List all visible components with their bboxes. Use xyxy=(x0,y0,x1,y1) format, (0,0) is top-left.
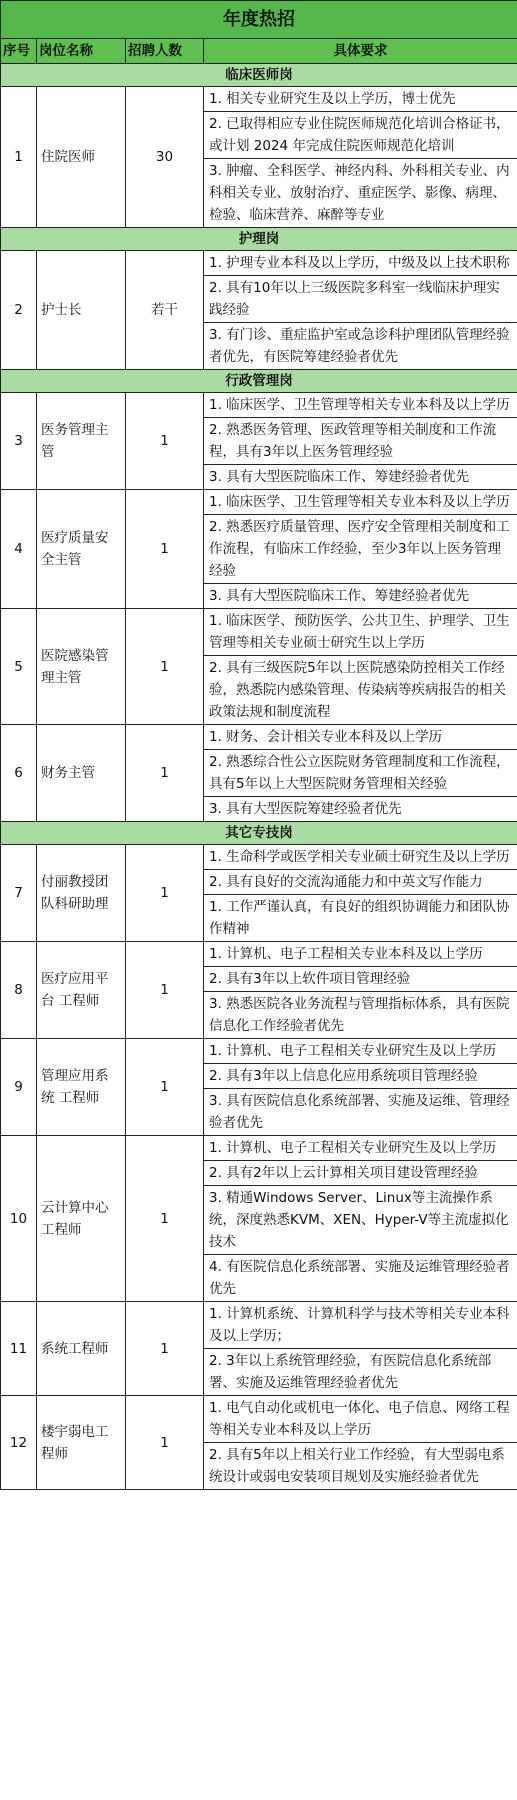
job-title: 财务主管 xyxy=(37,725,126,822)
header-name: 岗位名称 xyxy=(37,39,126,64)
job-number: 2 xyxy=(1,251,37,370)
requirement-item: 1. 计算机、电子工程相关专业研究生及以上学历 xyxy=(204,1039,517,1064)
table-row xyxy=(1,251,517,276)
table-row xyxy=(1,393,517,418)
requirement-item: 2. 具有三级医院5年以上医院感染防控相关工作经验，熟悉院内感染管理、传染病等疾病报告的相关政策法规和制度流程 xyxy=(204,656,517,725)
requirement-item: 1. 临床医学、卫生管理等相关专业本科及以上学历 xyxy=(204,490,517,515)
requirement-item: 1. 工作严谨认真，有良好的组织协调能力和团队协作精神 xyxy=(204,895,517,942)
table-row xyxy=(1,87,517,112)
category-row xyxy=(1,822,517,845)
header-count: 招聘人数 xyxy=(126,39,204,64)
table-title: 年度热招 xyxy=(1,1,517,39)
job-count: 1 xyxy=(126,942,204,1039)
requirement-item: 2. 熟悉综合性公立医院财务管理制度和工作流程，具有5年以上大型医院财务管理相关经验 xyxy=(204,750,517,797)
requirement-item: 1. 相关专业研究生及以上学历，博士优先 xyxy=(204,87,517,112)
table-row xyxy=(1,1302,517,1349)
requirement-item: 3. 精通Windows Server、Linux等主流操作系统，深度熟悉KVM、XEN、Hyper-V等主流虚拟化技术 xyxy=(204,1186,517,1255)
job-number: 11 xyxy=(1,1302,37,1396)
requirement-item: 4. 有医院信息化系统部署、实施及运维管理经验者优先 xyxy=(204,1255,517,1302)
requirement-item: 3. 具有大型医院筹建经验者优先 xyxy=(204,797,517,822)
requirement-item: 2. 熟悉医疗质量管理、医疗安全管理相关制度和工作流程，有临床工作经验，至少3年以上医务管理经验 xyxy=(204,515,517,584)
table-row xyxy=(1,725,517,750)
job-count: 1 xyxy=(126,1302,204,1396)
job-number: 5 xyxy=(1,609,37,725)
requirement-item: 2. 具有良好的交流沟通能力和中英文写作能力 xyxy=(204,870,517,895)
job-title: 医疗质量安全主管 xyxy=(37,490,126,609)
job-title: 住院医师 xyxy=(37,87,126,228)
requirement-item: 2. 具有3年以上信息化应用系统项目管理经验 xyxy=(204,1064,517,1089)
job-count: 30 xyxy=(126,87,204,228)
job-title: 云计算中心工程师 xyxy=(37,1136,126,1302)
job-number: 7 xyxy=(1,845,37,942)
job-number: 6 xyxy=(1,725,37,822)
category-label: 临床医师岗 xyxy=(1,64,517,87)
job-number: 1 xyxy=(1,87,37,228)
requirement-item: 2. 3年以上系统管理经验，有医院信息化系统部署、实施及运维管理经验者优先 xyxy=(204,1349,517,1396)
job-count: 1 xyxy=(126,393,204,490)
job-title: 系统工程师 xyxy=(37,1302,126,1396)
requirement-item: 1. 计算机、电子工程相关专业研究生及以上学历 xyxy=(204,1136,517,1161)
category-row xyxy=(1,64,517,87)
job-count: 1 xyxy=(126,490,204,609)
table-row xyxy=(1,1039,517,1064)
job-number: 12 xyxy=(1,1396,37,1490)
requirement-item: 3. 具有大型医院临床工作、筹建经验者优先 xyxy=(204,465,517,490)
job-count: 1 xyxy=(126,1039,204,1136)
requirement-item: 2. 熟悉医务管理、医政管理等相关制度和工作流程，具有3年以上医务管理经验 xyxy=(204,418,517,465)
requirement-item: 2. 已取得相应专业住院医师规范化培训合格证书，或计划 2024 年完成住院医师规范化培训 xyxy=(204,112,517,159)
job-title: 付丽教授团队科研助理 xyxy=(37,845,126,942)
requirement-item: 3. 肿瘤、全科医学、神经内科、外科相关专业、内科相关专业、放射治疗、重症医学、影像、病理、检验、临床营养、麻醉等专业 xyxy=(204,159,517,228)
table-row xyxy=(1,845,517,870)
table-row xyxy=(1,942,517,967)
job-title: 医院感染管理主管 xyxy=(37,609,126,725)
requirement-item: 1. 计算机系统、计算机科学与技术等相关专业本科及以上学历； xyxy=(204,1302,517,1349)
job-number: 3 xyxy=(1,393,37,490)
category-label: 行政管理岗 xyxy=(1,370,517,393)
requirement-item: 1. 护理专业本科及以上学历，中级及以上技术职称 xyxy=(204,251,517,276)
requirement-item: 1. 临床医学、预防医学、公共卫生、护理学、卫生管理等相关专业硕士研究生以上学历 xyxy=(204,609,517,656)
job-title: 护士长 xyxy=(37,251,126,370)
header-no: 序号 xyxy=(1,39,37,64)
requirement-item: 3. 熟悉医院各业务流程与管理指标体系，具有医院信息化工作经验者优先 xyxy=(204,992,517,1039)
requirement-item: 3. 具有医院信息化系统部署、实施及运维、管理经验者优先 xyxy=(204,1089,517,1136)
requirement-item: 2. 具有2年以上云计算相关项目建设管理经验 xyxy=(204,1161,517,1186)
requirement-item: 1. 生命科学或医学相关专业硕士研究生及以上学历 xyxy=(204,845,517,870)
category-row xyxy=(1,370,517,393)
requirement-item: 1. 临床医学、卫生管理等相关专业本科及以上学历 xyxy=(204,393,517,418)
requirement-item: 1. 财务、会计相关专业本科及以上学历 xyxy=(204,725,517,750)
job-title: 医务管理主管 xyxy=(37,393,126,490)
requirement-item: 2. 具有3年以上软件项目管理经验 xyxy=(204,967,517,992)
job-count: 1 xyxy=(126,609,204,725)
job-number: 8 xyxy=(1,942,37,1039)
job-number: 9 xyxy=(1,1039,37,1136)
table-row xyxy=(1,609,517,656)
category-label: 其它专技岗 xyxy=(1,822,517,845)
table-row xyxy=(1,1396,517,1443)
job-count: 1 xyxy=(126,725,204,822)
table-row xyxy=(1,490,517,515)
header-req: 具体要求 xyxy=(204,39,517,64)
job-title: 医疗应用平台 工程师 xyxy=(37,942,126,1039)
job-count: 1 xyxy=(126,1396,204,1490)
requirement-item: 3. 具有大型医院临床工作、筹建经验者优先 xyxy=(204,584,517,609)
category-label: 护理岗 xyxy=(1,228,517,251)
requirement-item: 2. 具有5年以上相关行业工作经验，有大型弱电系统设计或弱电安装项目规划及实施经验者优先 xyxy=(204,1443,517,1490)
requirement-item: 3. 有门诊、重症监护室或急诊科护理团队管理经验者优先，有医院筹建经验者优先 xyxy=(204,323,517,370)
requirement-item: 1. 计算机、电子工程相关专业本科及以上学历 xyxy=(204,942,517,967)
table-row xyxy=(1,1136,517,1161)
job-count: 1 xyxy=(126,845,204,942)
job-title: 楼宇弱电工程师 xyxy=(37,1396,126,1490)
requirement-item: 1. 电气自动化或机电一体化、电子信息、网络工程等相关专业本科及以上学历 xyxy=(204,1396,517,1443)
job-title: 管理应用系统 工程师 xyxy=(37,1039,126,1136)
category-row xyxy=(1,228,517,251)
job-count: 若干 xyxy=(126,251,204,370)
job-count: 1 xyxy=(126,1136,204,1302)
job-number: 4 xyxy=(1,490,37,609)
table-body xyxy=(1,64,517,1490)
requirement-item: 2. 具有10年以上三级医院多科室一线临床护理实践经验 xyxy=(204,276,517,323)
job-number: 10 xyxy=(1,1136,37,1302)
